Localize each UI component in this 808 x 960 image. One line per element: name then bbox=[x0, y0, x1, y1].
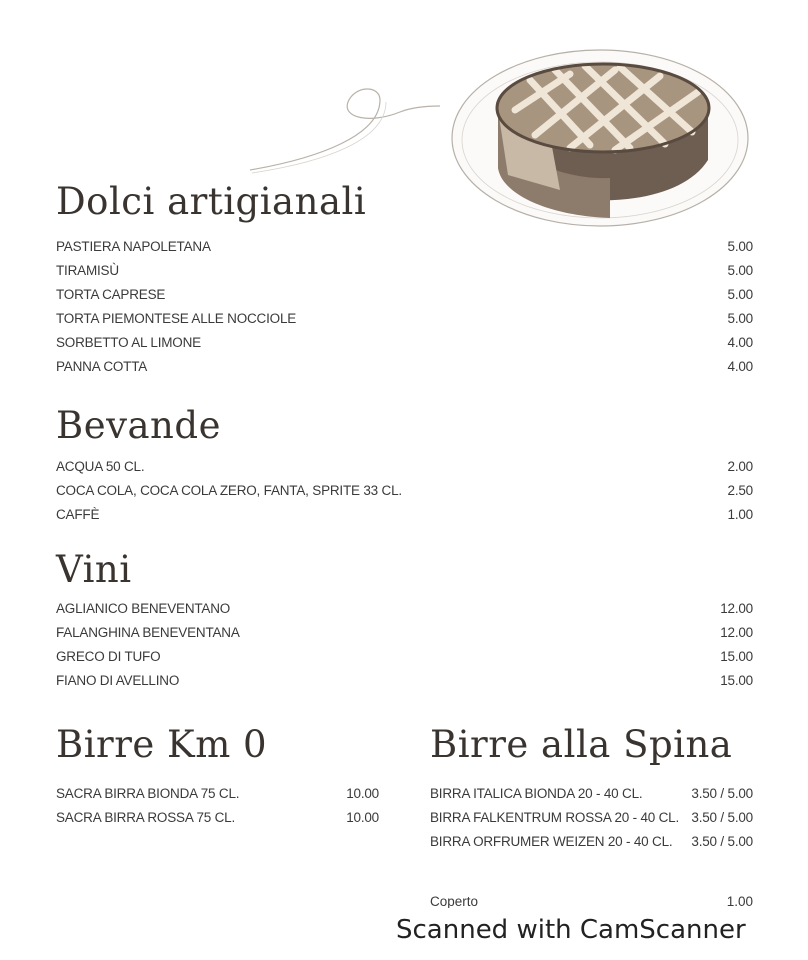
menu-item-price: 1.00 bbox=[727, 506, 753, 522]
menu-item-price: 4.00 bbox=[727, 358, 753, 374]
menu-item bbox=[56, 478, 753, 502]
menu-item bbox=[56, 306, 753, 330]
menu-item bbox=[56, 668, 753, 692]
menu-item-name: COCA COLA, COCA COLA ZERO, FANTA, SPRITE 33 CL. bbox=[56, 482, 402, 498]
menu-item bbox=[56, 234, 753, 258]
menu-item-price: 4.00 bbox=[727, 334, 753, 350]
menu-item-price: 10.00 bbox=[346, 785, 379, 801]
menu-item bbox=[56, 282, 753, 306]
menu-item-price: 12.00 bbox=[720, 624, 753, 640]
menu-item-name: FALANGHINA BENEVENTANA bbox=[56, 624, 240, 640]
menu-item bbox=[56, 330, 753, 354]
menu-item-price: 3.50 / 5.00 bbox=[691, 785, 753, 801]
menu-item bbox=[56, 781, 379, 805]
menu-item bbox=[56, 454, 753, 478]
menu-item bbox=[56, 354, 753, 378]
menu-item bbox=[56, 596, 753, 620]
section-heading-birre-km0: Birre Km 0 bbox=[56, 723, 268, 766]
coperto-price: 1.00 bbox=[726, 893, 753, 909]
menu-item-name: SACRA BIRRA ROSSA 75 CL. bbox=[56, 809, 236, 825]
menu-item bbox=[56, 502, 753, 526]
menu-item-price: 10.00 bbox=[346, 809, 379, 825]
menu-item-name: SACRA BIRRA BIONDA 75 CL. bbox=[56, 785, 240, 801]
menu-item-name: ACQUA 50 CL. bbox=[56, 458, 145, 474]
menu-item-name: PASTIERA NAPOLETANA bbox=[56, 238, 211, 254]
menu-item-price: 2.00 bbox=[727, 458, 753, 474]
menu-item-price: 3.50 / 5.00 bbox=[691, 833, 753, 849]
menu-item bbox=[56, 620, 753, 644]
menu-item bbox=[430, 805, 753, 829]
menu-item-price: 15.00 bbox=[720, 672, 753, 688]
menu-item bbox=[56, 644, 753, 668]
menu-item-price: 2.50 bbox=[727, 482, 753, 498]
menu-item-name: TORTA PIEMONTESE ALLE NOCCIOLE bbox=[56, 310, 297, 326]
section-heading-bevande: Bevande bbox=[56, 404, 221, 447]
menu-item-price: 5.00 bbox=[727, 286, 753, 302]
menu-item-price: 12.00 bbox=[720, 600, 753, 616]
menu-item-name: BIRRA ITALICA BIONDA 20 - 40 CL. bbox=[430, 785, 643, 801]
section-heading-vini: Vini bbox=[56, 548, 132, 591]
menu-item-name: AGLIANICO BENEVENTANO bbox=[56, 600, 231, 616]
coperto-label: Coperto bbox=[430, 893, 479, 909]
menu-item bbox=[430, 829, 753, 853]
menu-item-name: TIRAMISÙ bbox=[56, 262, 119, 278]
menu-item-name: SORBETTO AL LIMONE bbox=[56, 334, 201, 350]
menu-item-name: TORTA CAPRESE bbox=[56, 286, 166, 302]
menu-item bbox=[56, 805, 379, 829]
menu-item-name: FIANO DI AVELLINO bbox=[56, 672, 180, 688]
menu-item-name: PANNA COTTA bbox=[56, 358, 148, 374]
menu-item bbox=[56, 258, 753, 282]
section-heading-birre-spina: Birre alla Spina bbox=[430, 723, 733, 766]
menu-item-name: BIRRA ORFRUMER WEIZEN 20 - 40 CL. bbox=[430, 833, 673, 849]
bevande-list bbox=[56, 454, 753, 526]
menu-item-price: 15.00 bbox=[720, 648, 753, 664]
section-heading-dolci: Dolci artigianali bbox=[56, 180, 367, 223]
vini-list bbox=[56, 596, 753, 692]
birre-spina-list bbox=[430, 781, 753, 853]
menu-item-price: 3.50 / 5.00 bbox=[691, 809, 753, 825]
menu-item-name: CAFFÈ bbox=[56, 506, 100, 522]
scanner-watermark bbox=[396, 908, 808, 952]
dolci-list bbox=[56, 234, 753, 378]
menu-item bbox=[430, 781, 753, 805]
menu-item-price: 5.00 bbox=[727, 238, 753, 254]
birre-km0-list bbox=[56, 781, 379, 829]
menu-item-name: BIRRA FALKENTRUM ROSSA 20 - 40 CL. bbox=[430, 809, 680, 825]
menu-item-price: 5.00 bbox=[727, 310, 753, 326]
menu-item-price: 5.00 bbox=[727, 262, 753, 278]
menu-item-name: GRECO DI TUFO bbox=[56, 648, 161, 664]
watermark-text: Scanned with CamScanner bbox=[396, 915, 746, 945]
